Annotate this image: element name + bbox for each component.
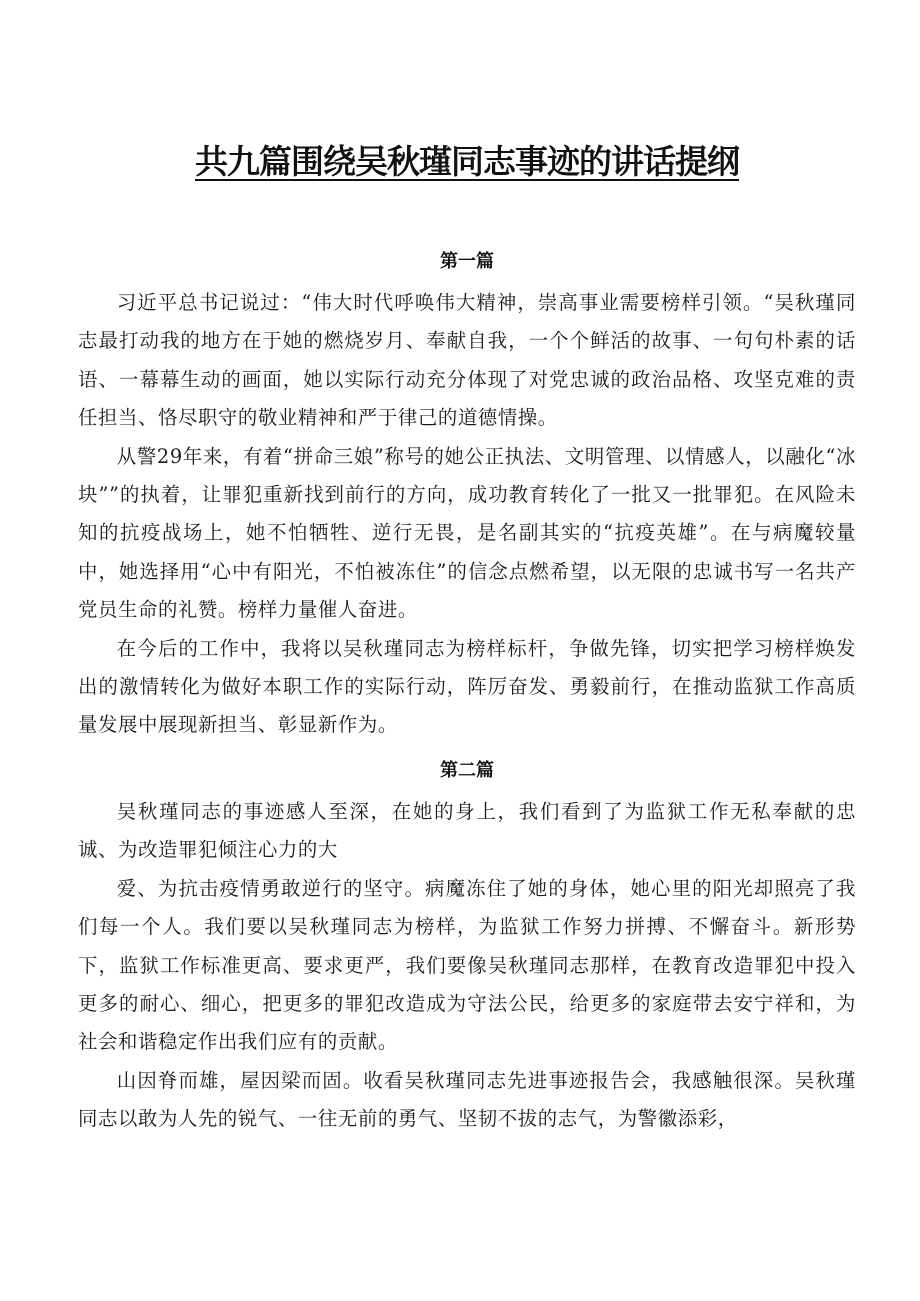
paragraph: 在今后的工作中，我将以吴秋瑾同志为榜样标杆，争做先锋，切实把学习榜样焕发出的激情转化为做好本职工作的实际行动，阵厉奋发、勇毅前行，在推动监狱工作高质量发展中展现新担当、彰显新作为。 (78, 636, 856, 737)
paragraph: 从警29年来，有着“拼命三娘”称号的她公正执法、文明管理、以情感人，以融化“冰块””的执着，让罪犯重新找到前行的方向，成功教育转化了一批又一批罪犯。在风险未知的抗疫战场上，她不怕牺牲、逆行无畏，是名副其实的“抗疫英雄”。在与病魔较量中，她选择用“心中有阳光，不怕被冻住”的信念点燃希望，以无限的忠诚书写一名共产党员生命的礼赞。榜样力量催人奋进。 (78, 444, 856, 622)
paragraph: 习近平总书记说过：“伟大时代呼唤伟大精神，崇高事业需要榜样引领。“吴秋瑾同志最打动我的地方在于她的燃烧岁月、奉献自我，一个个鲜活的故事、一句句朴素的话语、一幕幕生动的画面，她以实际行动充分体现了对党忠诚的政治品格、攻坚克难的责任担当、恪尽职守的敬业精神和严于律己的道德情操。 (78, 291, 856, 430)
document-title-text: 共九篇围绕吴秋瑾同志事迹的讲话提纲 (195, 142, 739, 181)
document-title (78, 140, 856, 184)
paragraph: 爱、为抗击疫情勇敢逆行的坚守。病魔冻住了她的身体，她心里的阳光却照亮了我们每一个人。我们要以吴秋瑾同志为榜样，为监狱工作努力拼搏、不懈奋斗。新形势下，监狱工作标准更高、要求更严，我们要像吴秋瑾同志那样，在教育改造罪犯中投入更多的耐心、细心，把更多的罪犯改造成为守法公民，给更多的家庭带去安宁祥和，为社会和谐稳定作出我们应有的贡献。 (78, 876, 856, 1054)
section-heading-1: 第一篇 (440, 251, 494, 272)
paragraph: 吴秋瑾同志的事迹感人至深，在她的身上，我们看到了为监狱工作无私奉献的忠诚、为改造罪犯倾注心力的大 (78, 799, 856, 862)
paragraph: 山因脊而雄，屋因梁而固。收看吴秋瑾同志先进事迹报告会，我感触很深。吴秋瑾同志以敢为人先的锐气、一往无前的勇气、坚韧不拔的志气，为警徽添彩， (78, 1068, 856, 1131)
section-heading-2: 第二篇 (440, 759, 494, 781)
